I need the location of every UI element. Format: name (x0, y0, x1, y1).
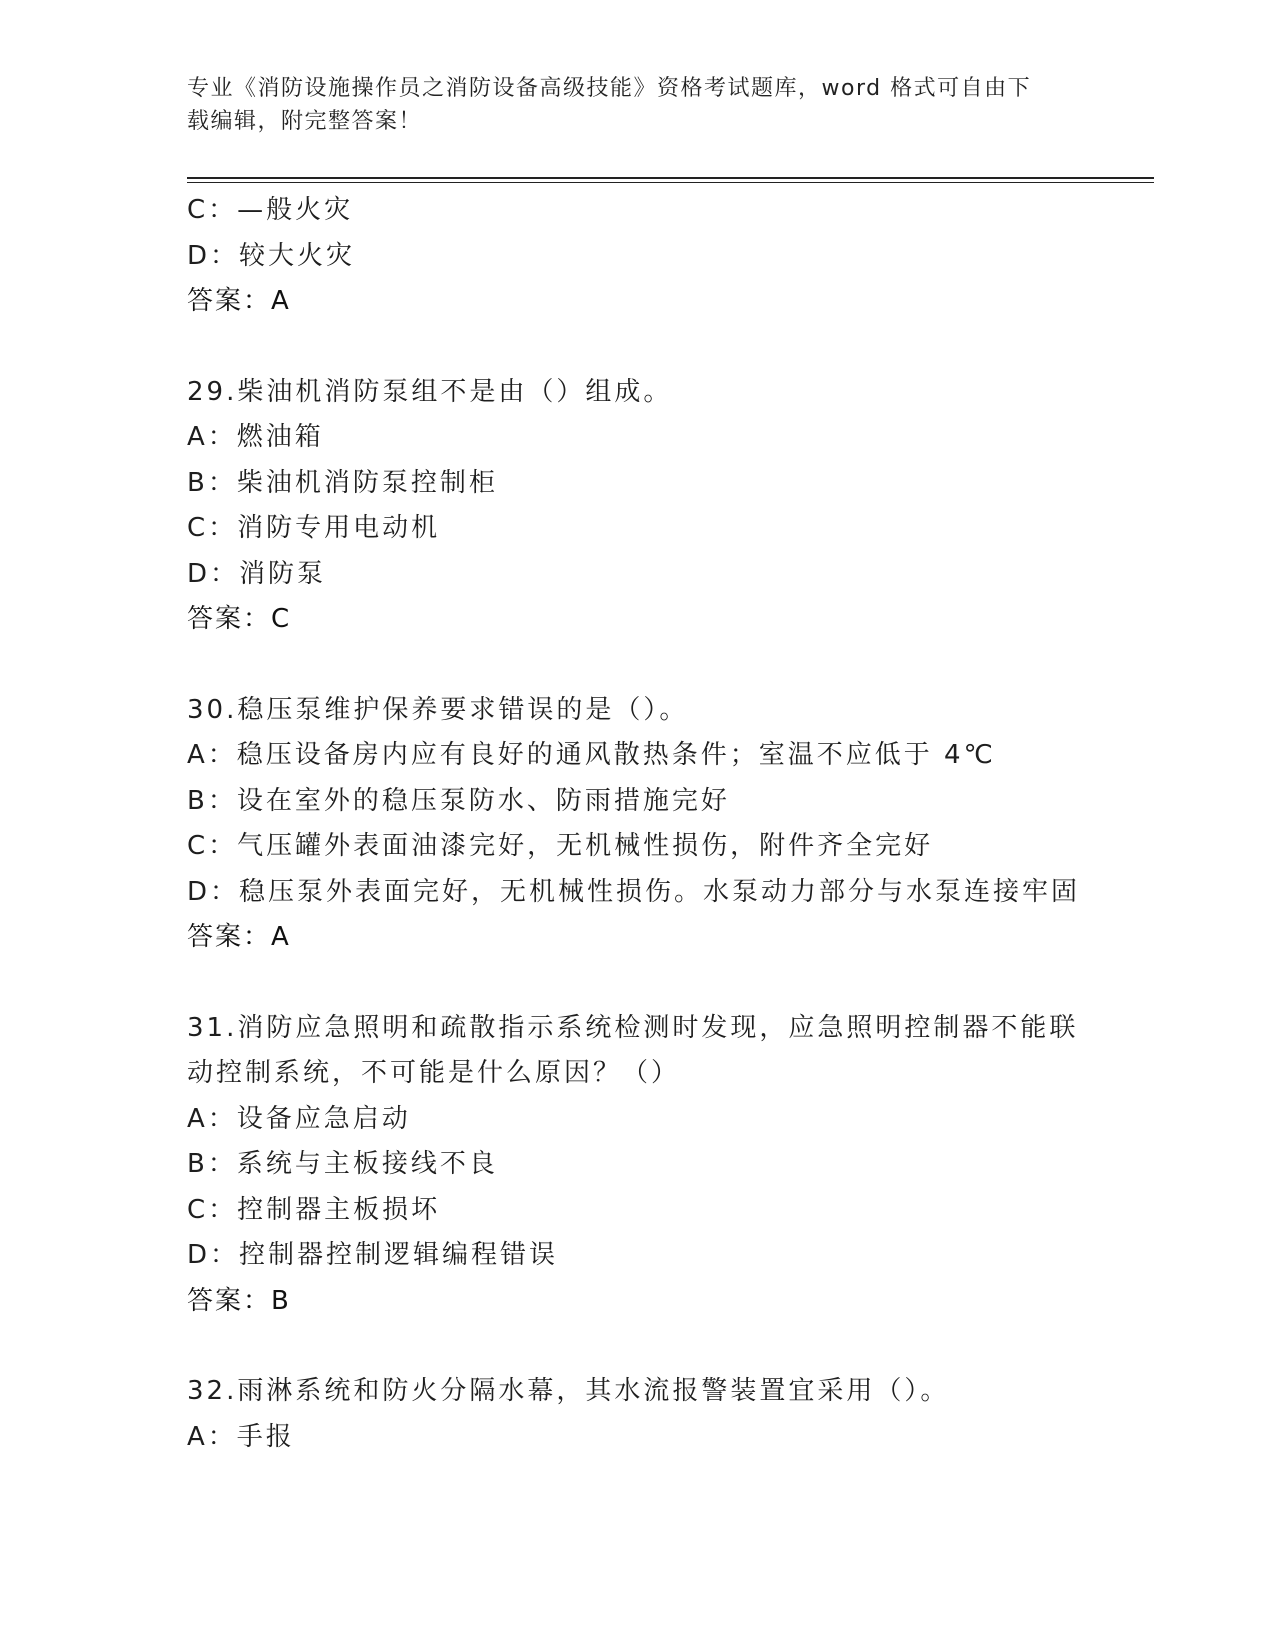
spacer (187, 325, 1087, 370)
option-line: C：消防专用电动机 (187, 513, 441, 543)
question-stem-line-2: 动控制系统，不可能是什么原因？（） (187, 1058, 681, 1088)
answer-line: 答案：A (187, 922, 291, 952)
header-rule-thin (187, 182, 1154, 183)
carryover-block (187, 188, 1087, 325)
question-list (187, 188, 1087, 1460)
question-stem: 29.柴油机消防泵组不是由（）组成。 (187, 376, 673, 407)
question-29 (187, 370, 1087, 643)
option-line: D：消防泵 (187, 558, 327, 589)
question-stem-line-1: 31.消防应急照明和疏散指示系统检测时发现，应急照明控制器不能联 (187, 1012, 1079, 1043)
document-header (187, 72, 1087, 138)
question-31 (187, 1006, 1087, 1325)
option-line: A：稳压设备房内应有良好的通风散热条件；室温不应低于 4℃ (187, 740, 996, 770)
option-line: D：较大火灾 (187, 240, 356, 271)
option-line: C：控制器主板损坏 (187, 1194, 441, 1225)
option-line: A：手报 (187, 1421, 295, 1452)
header-line-2: 载编辑，附完整答案！ (187, 109, 423, 134)
option-line: B：系统与主板接线不良 (187, 1149, 498, 1179)
option-line: C：—般火灾 (187, 195, 354, 225)
question-stem: 32.雨淋系统和防火分隔水幕，其水流报警装置宜采用（）。 (187, 1376, 950, 1406)
option-line: D：稳压泵外表面完好，无机械性损伤。水泵动力部分与水泵连接牢固 (187, 876, 1081, 907)
option-line: B：设在室外的稳压泵防水、防雨措施完好 (187, 785, 730, 816)
header-rule-thick (187, 177, 1154, 179)
spacer (187, 1324, 1087, 1369)
question-stem: 30.稳压泵维护保养要求错误的是（）。 (187, 694, 689, 725)
spacer (187, 643, 1087, 688)
question-30 (187, 688, 1087, 961)
option-line: A：设备应急启动 (187, 1103, 411, 1134)
answer-line: 答案：C (187, 604, 292, 634)
option-line: A：燃油箱 (187, 422, 324, 452)
option-line: D：控制器控制逻辑编程错误 (187, 1240, 559, 1270)
question-32 (187, 1369, 1087, 1460)
option-line: B：柴油机消防泵控制柜 (187, 467, 498, 498)
answer-line: 答案：A (187, 286, 291, 316)
header-line-1: 专业《消防设施操作员之消防设备高级技能》资格考试题库，word 格式可自由下 (187, 76, 1032, 101)
spacer (187, 961, 1087, 1006)
answer-line: 答案：B (187, 1285, 291, 1316)
option-line: C：气压罐外表面油漆完好，无机械性损伤，附件齐全完好 (187, 831, 934, 861)
